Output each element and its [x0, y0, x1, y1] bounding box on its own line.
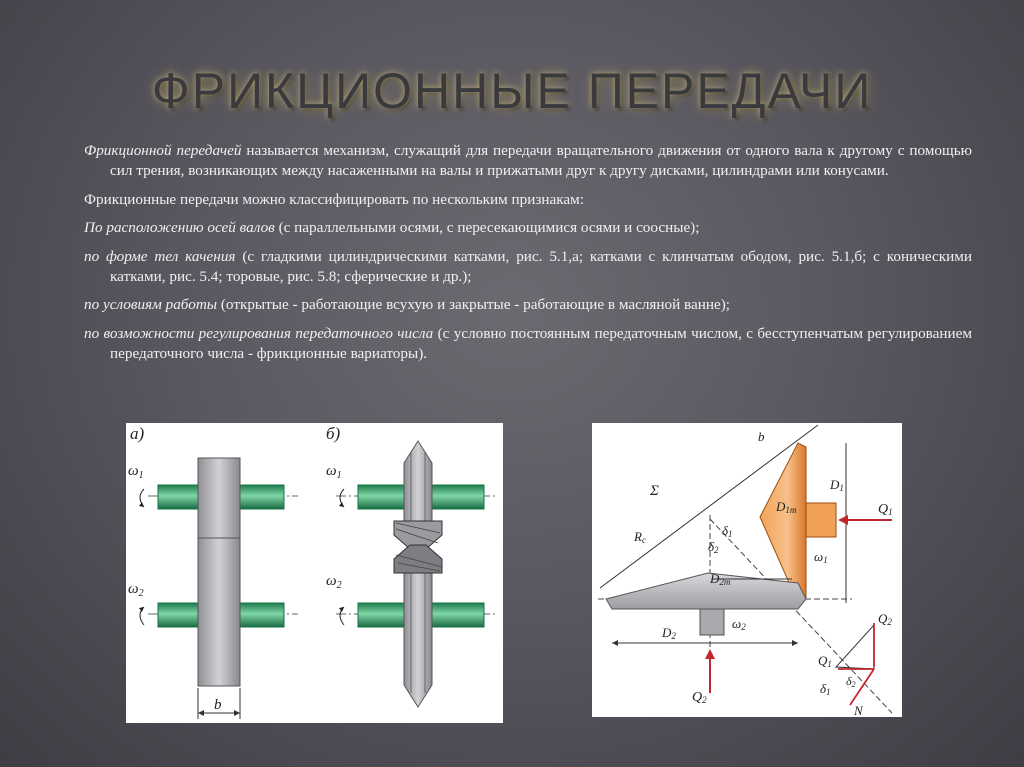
svg-text:ω2: [326, 573, 342, 591]
slide-title: ФРИКЦИОННЫЕ ПЕРЕДАЧИ: [151, 63, 873, 119]
term: Фрикционной передачей: [84, 142, 242, 159]
svg-text:ω2: [128, 581, 144, 599]
omega2-a-sub: 2: [138, 588, 144, 599]
paragraph-classification: [84, 190, 972, 210]
paragraph-text: называется механизм, служащий для передачи вращательного движения от одного вала к другому с помощью сил трения, возникающих между насаженными на валы и прижатыми друг к другу дисками, цилиндрами или конусами.: [110, 142, 972, 180]
label-d2m: D: [710, 571, 720, 586]
svg-text:Q1: [878, 502, 893, 517]
cone-driven: [606, 573, 806, 609]
omega1-b-sub: 1: [336, 470, 342, 481]
label-d2: D: [662, 625, 672, 640]
paragraph-regulation: [84, 324, 972, 365]
term: по условиям работы: [84, 296, 218, 314]
label-rc-sub: c: [641, 535, 646, 545]
omega2-a: ω: [128, 581, 139, 597]
term: По расположению осей валов: [84, 219, 275, 237]
omega2-b-sub: 2: [336, 580, 342, 591]
label-rc: R: [634, 529, 642, 544]
label-a: а): [130, 424, 145, 443]
term: по форме тел качения: [84, 247, 236, 265]
svg-text:D1: [829, 477, 844, 493]
label-q2-sub: 2: [702, 695, 707, 705]
label-d1: D: [830, 477, 840, 492]
label-delta2: δ: [708, 539, 715, 554]
paragraph-shape: [84, 247, 972, 288]
label-q1-right: Q: [818, 653, 828, 668]
omega1-a: ω: [128, 463, 139, 479]
label-d1m-sub: 1m: [785, 505, 797, 515]
paragraph-definition: [84, 141, 972, 182]
label-b-dim: b: [758, 429, 765, 444]
label-delta1-sub: 1: [728, 529, 733, 539]
figure-conical-gear: [592, 423, 902, 717]
label-q1: Q: [878, 502, 889, 517]
svg-text:δ2: [846, 674, 856, 689]
omega2-b: ω: [326, 573, 337, 589]
label-b: б): [326, 424, 341, 443]
paragraph-text: (с параллельными осями, с пересекающимися осями и соосные);: [274, 219, 700, 237]
label-d1m: D: [776, 499, 786, 514]
paragraph-text: (открытые - работающие всухую и закрытые - работающие в масляной ванне);: [217, 296, 731, 314]
svg-text:ω2: [732, 616, 746, 632]
label-n: N: [854, 703, 863, 717]
svg-text:D2: [661, 625, 676, 641]
label-q1-sub: 1: [888, 507, 893, 517]
svg-text:ω1: [814, 549, 828, 565]
figure-cylindrical-rollers: [126, 423, 503, 723]
label-omega2: ω: [732, 616, 742, 631]
roller-a: [198, 458, 240, 686]
paragraph-axes: [84, 218, 972, 238]
svg-text:Q2: [692, 690, 707, 705]
label-d1-right: δ: [820, 681, 827, 696]
paragraph-text: Фрикционные передачи можно классифицировать по нескольким признакам:: [84, 190, 584, 208]
label-d1-right-sub: 1: [826, 687, 831, 697]
roller-b-lower: [404, 555, 432, 707]
term: по возможности регулирования передаточного числа: [84, 324, 434, 342]
svg-text:δ1: [722, 523, 733, 539]
omega1-a-sub: 1: [138, 470, 144, 481]
svg-text:Rc: [633, 529, 646, 545]
svg-text:D2m: [709, 571, 731, 587]
slide-body: [84, 141, 972, 373]
label-omega1: ω: [814, 549, 824, 564]
label-d2-right-sub: 2: [851, 680, 856, 689]
label-d2-sub: 2: [671, 631, 676, 641]
svg-text:Q1: [818, 653, 832, 669]
label-omega1-sub: 1: [823, 555, 828, 565]
svg-text:ω1: [326, 463, 342, 481]
omega1-b: ω: [326, 463, 337, 479]
label-d1-sub: 1: [839, 483, 844, 493]
label-q2: Q: [692, 690, 703, 705]
label-sigma: Σ: [650, 483, 659, 499]
paragraph-text: (с условно постоянным передаточным числом, с бесступенчатым регулированием передаточного числа - фрикционные вариаторы).: [110, 324, 972, 363]
label-d2m-sub: 2m: [719, 577, 731, 587]
svg-text:Q2: [878, 611, 892, 627]
figure-right-svg: [592, 423, 902, 717]
figure-left-svg: [126, 423, 503, 723]
label-q1-right-sub: 1: [827, 659, 832, 669]
paragraph-text: (с гладкими цилиндрическими катками, рис. 5.1,а; катками с клинчатым ободом, рис. 5.1,б; с коническими катками, рис. 5.4; торовые, рис. 5.8; сферические и др.);: [110, 247, 972, 286]
label-delta1: δ: [722, 523, 729, 538]
dim-b: b: [214, 697, 222, 713]
svg-text:δ1: [820, 681, 831, 697]
label-d2-right: δ: [846, 674, 852, 688]
svg-text:δ2: [708, 539, 719, 555]
label-delta2-sub: 2: [714, 545, 719, 555]
label-q2-right: Q: [878, 611, 888, 626]
paragraph-conditions: [84, 295, 972, 315]
label-q2-right-sub: 2: [887, 617, 892, 627]
svg-text:ω1: [128, 463, 144, 481]
label-omega2-sub: 2: [741, 622, 746, 632]
